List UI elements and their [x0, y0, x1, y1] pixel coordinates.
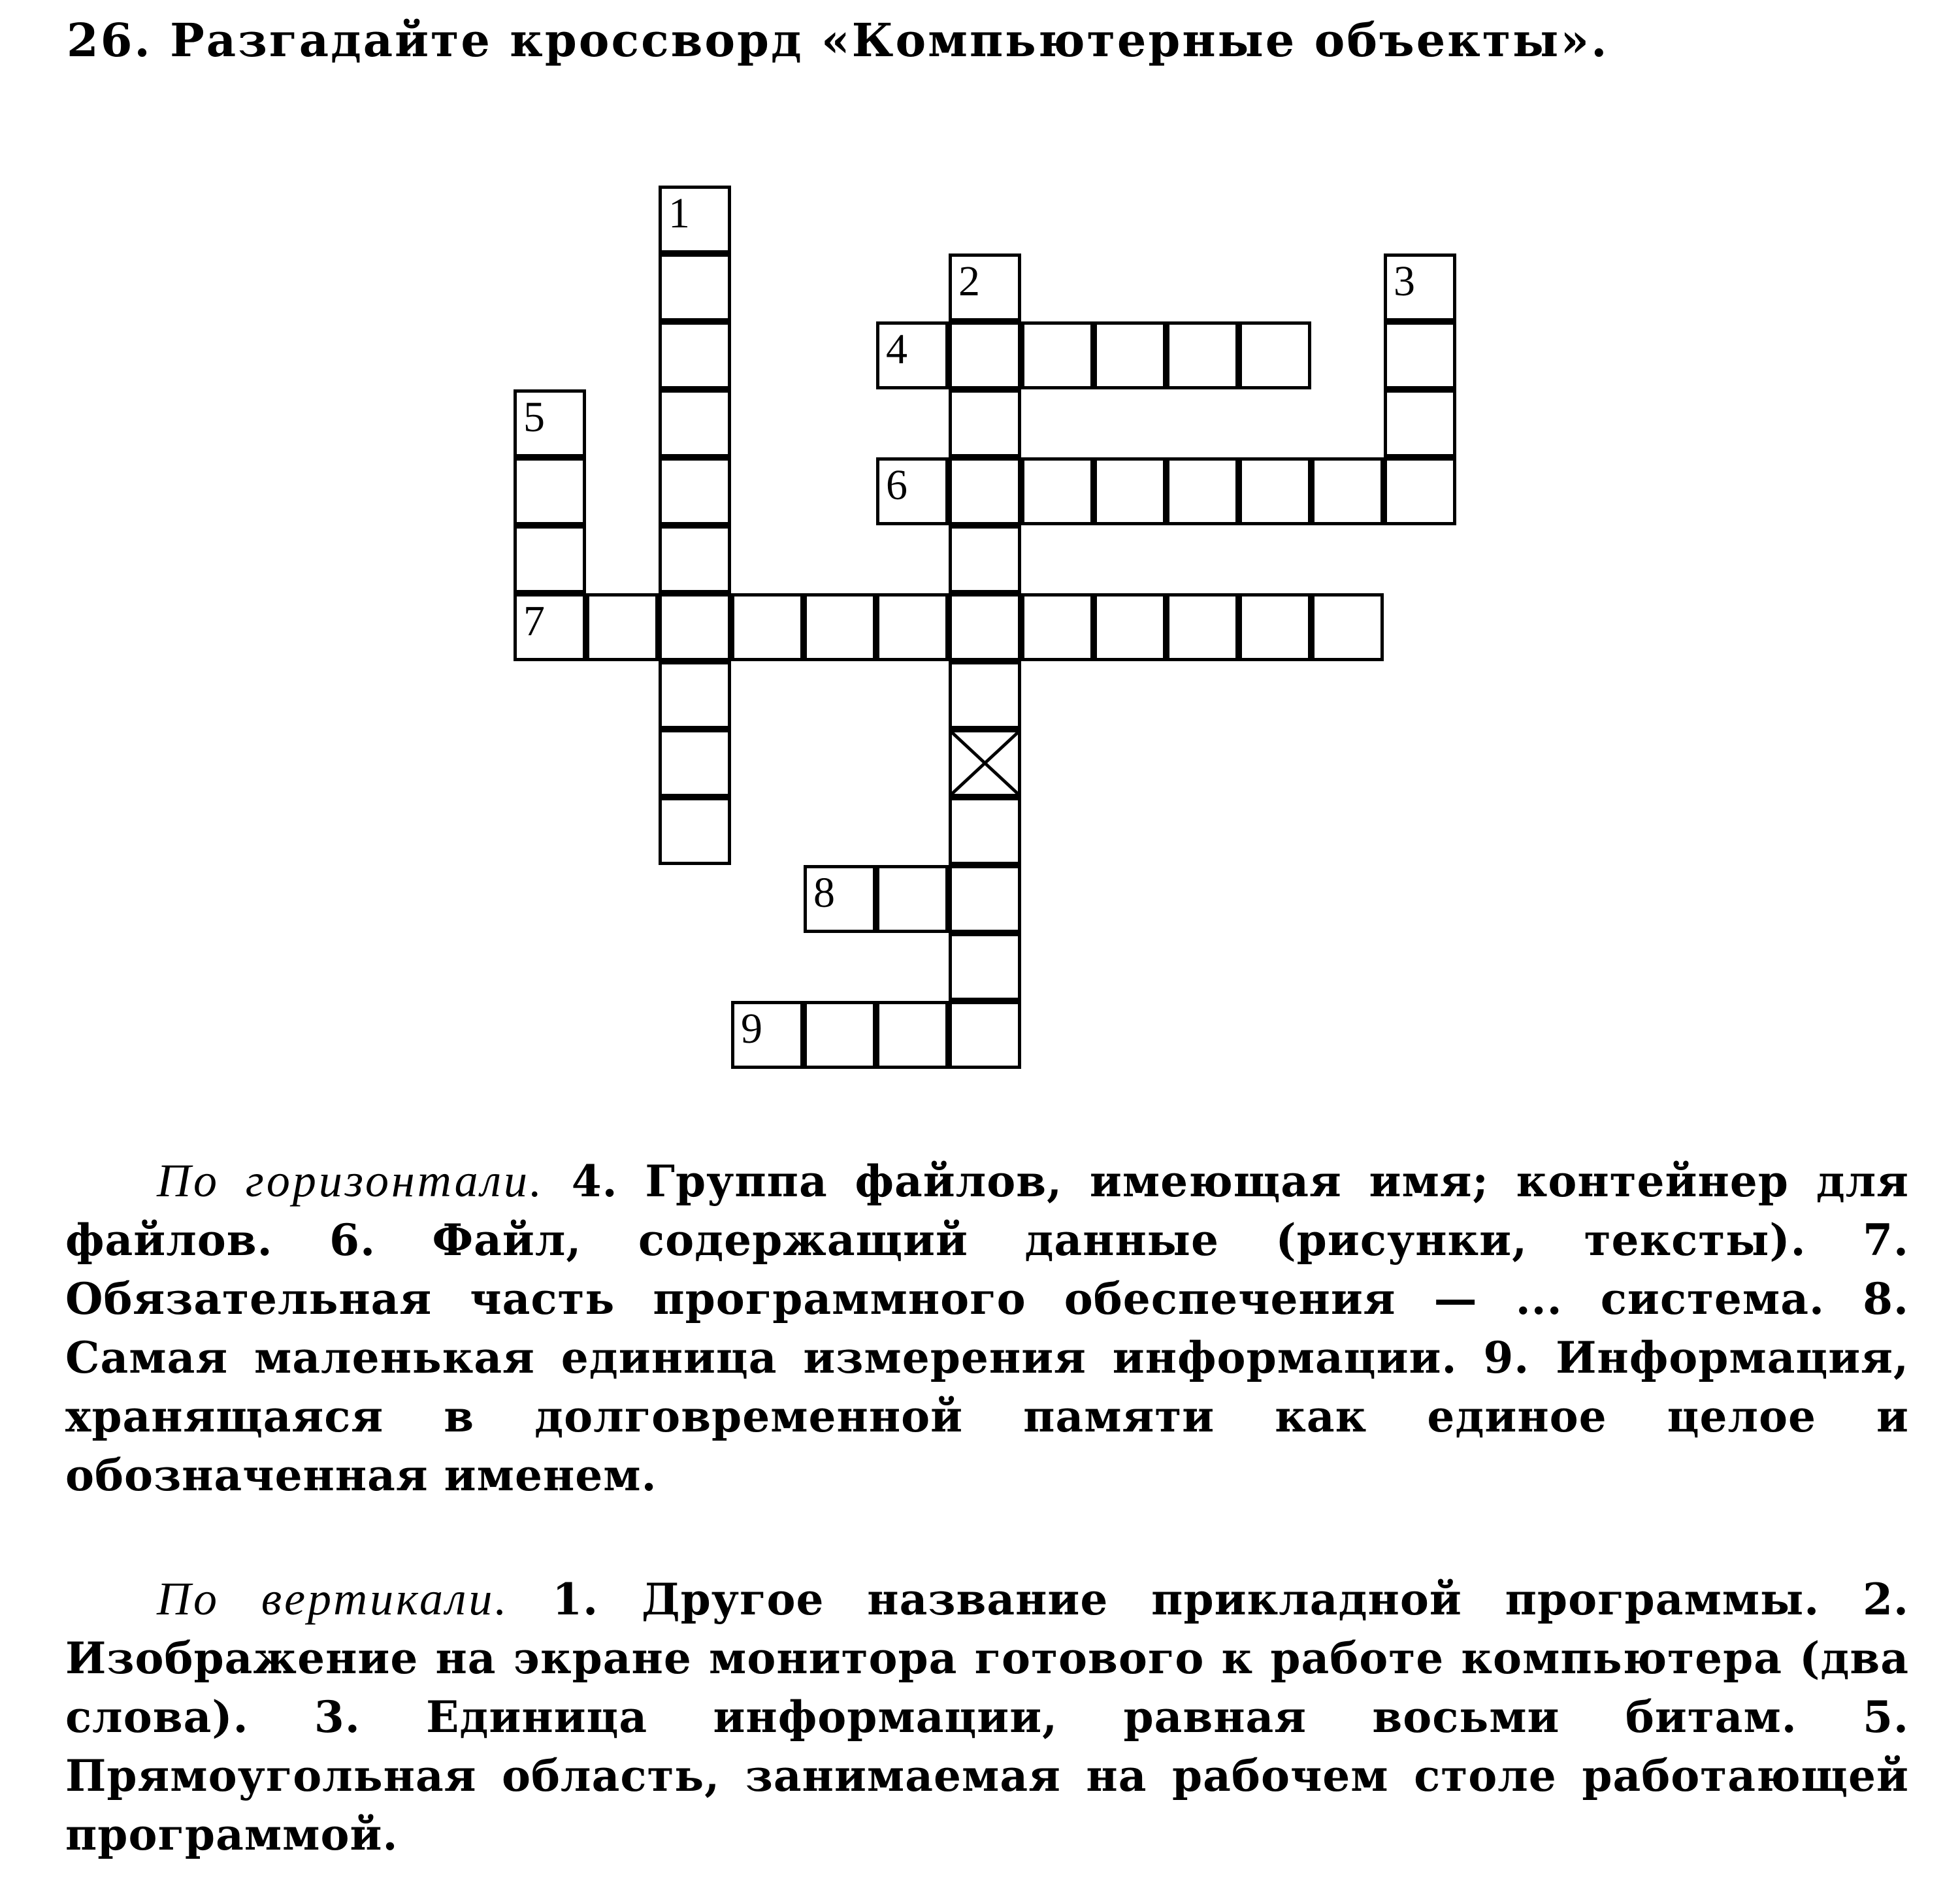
- crossword-cell: [949, 389, 1021, 457]
- crossword-cell: [1094, 321, 1166, 389]
- crossword-cell: [659, 389, 731, 457]
- crossword-cell: [949, 865, 1021, 933]
- clue-down-5: 5. Прямоугольная область, занимаемая на рабочем столе работающей программой.: [65, 1692, 1909, 1860]
- task-number: 26.: [67, 13, 152, 67]
- clue-across-6: 6. Файл, содержащий данные (рисунки, тексты).: [329, 1215, 1806, 1266]
- crossword-cell: [731, 593, 804, 661]
- crossword-cell: [949, 797, 1021, 865]
- crossword-cell: [1239, 321, 1311, 389]
- crossword-cell: [659, 321, 731, 389]
- crossword-cell: [876, 457, 949, 525]
- crossword-cell: [659, 593, 731, 661]
- cell-clue-number: 8: [813, 869, 835, 917]
- clues-across: [65, 1151, 1909, 1505]
- crossword-cell: [1311, 457, 1384, 525]
- crossword-cell: [876, 1001, 949, 1069]
- crossword-cell: [949, 253, 1021, 321]
- clues-down: [65, 1569, 1909, 1864]
- clue-across-8: 8. Самая маленькая единица измерения информации.: [65, 1273, 1909, 1383]
- crossword-cell: [1021, 457, 1094, 525]
- crossword-cell: [731, 1001, 804, 1069]
- clue-across-7: 7. Обязательная часть программного обеспечения — ... система.: [65, 1215, 1910, 1324]
- crossword-cell: [586, 593, 659, 661]
- crossword-cell: [1166, 593, 1239, 661]
- crossword-cell: [1094, 593, 1166, 661]
- clue-down-3: 3. Единица информации, равная восьми битам.: [314, 1692, 1797, 1742]
- crossword-cell: [1021, 321, 1094, 389]
- crossword-cell: [804, 865, 876, 933]
- crossword-cell: [1239, 593, 1311, 661]
- cross-out-icon: [952, 732, 1018, 794]
- crossword-cell: [949, 321, 1021, 389]
- task-text: Разгадайте кроссворд «Компьютерные объекты».: [170, 13, 1609, 67]
- crossword-cell: [804, 593, 876, 661]
- crossword-cell: [949, 1001, 1021, 1069]
- cell-clue-number: 5: [523, 393, 545, 441]
- crossword-cell: [1311, 593, 1384, 661]
- crossword-cell: [659, 729, 731, 797]
- crossword-cell: [1384, 321, 1456, 389]
- clue-across-9: 9. Информация, хранящаяся в долговременной памяти как единое целое и обозначенная именем.: [65, 1332, 1909, 1501]
- crossword-cell: [1384, 253, 1456, 321]
- crossword-cell: [1021, 593, 1094, 661]
- across-heading: По горизонтали.: [157, 1154, 544, 1207]
- crossword-cell: [659, 457, 731, 525]
- crossword-cell: [514, 593, 586, 661]
- crossword-cell: [1239, 457, 1311, 525]
- crossword-cell: [514, 457, 586, 525]
- crossword-cell: [876, 865, 949, 933]
- crossword-cell: [659, 661, 731, 729]
- clue-down-1: 1. Другое название прикладной программы.: [552, 1574, 1820, 1625]
- crossword-cell: [949, 525, 1021, 593]
- cell-clue-number: 1: [668, 189, 690, 237]
- crossword-cell: [949, 661, 1021, 729]
- crossword-cell: [949, 593, 1021, 661]
- cell-clue-number: 6: [886, 461, 907, 509]
- crossword-cell: [1166, 321, 1239, 389]
- crossword-blocked-cell: [949, 729, 1021, 797]
- crossword-cell: [1094, 457, 1166, 525]
- crossword-cell: [1384, 457, 1456, 525]
- clue-down-2: 2. Изображение на экране монитора готового к работе компьютера (два слова).: [65, 1574, 1909, 1742]
- crossword-cell: [804, 1001, 876, 1069]
- crossword-cell: [514, 389, 586, 457]
- crossword-cell: [876, 321, 949, 389]
- cell-clue-number: 9: [741, 1005, 762, 1053]
- crossword-cell: [659, 797, 731, 865]
- crossword-cell: [1166, 457, 1239, 525]
- crossword-cell: [659, 525, 731, 593]
- cell-clue-number: 3: [1394, 257, 1415, 305]
- clue-across-4: 4. Группа файлов, имеющая имя; контейнер для файлов.: [65, 1156, 1909, 1266]
- cell-clue-number: 4: [886, 325, 907, 373]
- crossword-cell: [1384, 389, 1456, 457]
- crossword-cell: [659, 186, 731, 253]
- crossword-cell: [514, 525, 586, 593]
- crossword-cell: [949, 933, 1021, 1001]
- crossword-cell: [659, 253, 731, 321]
- crossword-cell: [876, 593, 949, 661]
- crossword-cell: [949, 457, 1021, 525]
- down-heading: По вертикали.: [157, 1573, 510, 1625]
- cell-clue-number: 2: [958, 257, 980, 305]
- cell-clue-number: 7: [523, 597, 545, 645]
